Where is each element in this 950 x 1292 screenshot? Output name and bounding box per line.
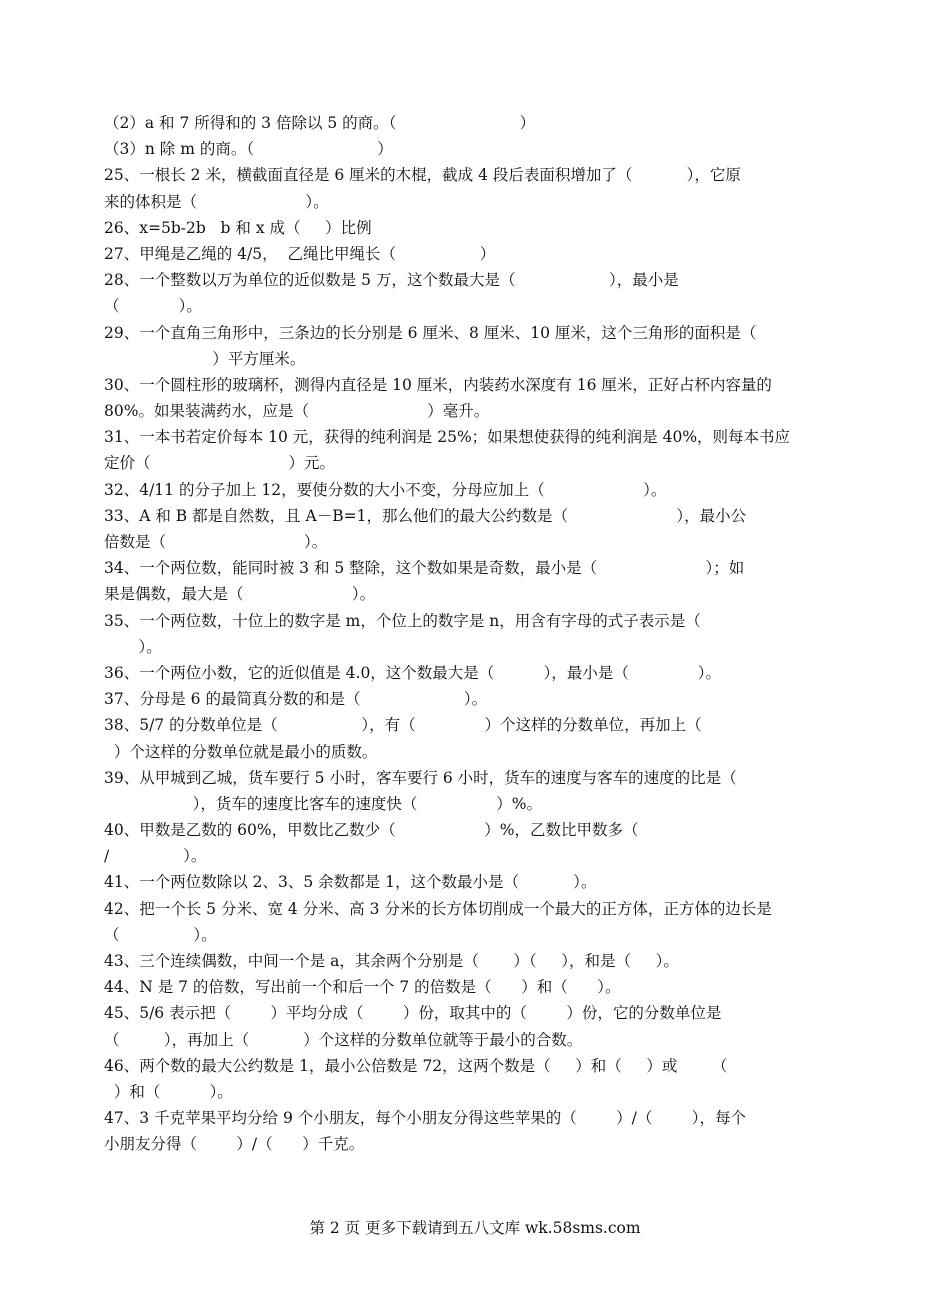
page-footer: 第 2 页 更多下载请到五八文库 wk.58sms.com	[309, 1219, 641, 1237]
text-line: 34、一个两位数，能同时被 3 和 5 整除，这个数如果是奇数，最小是（ ）；如	[104, 559, 745, 578]
text-line: 33、A 和 B 都是自然数，且 A－B=1，那么他们的最大公约数是（ ），最小公	[104, 506, 747, 525]
text-line: 30、一个圆柱形的玻璃杯，测得内直径是 10 厘米，内装药水深度有 16 厘米，正好占杯内容量的	[104, 375, 772, 394]
text-line: 39、从甲城到乙城，货车要行 5 小时，客车要行 6 小时，货车的速度与客车的速度的比是（	[104, 768, 737, 787]
text-line: 35、一个两位数，十位上的数字是 m，个位上的数字是 n，用含有字母的式子表示是（	[104, 611, 701, 630]
text-line: 42、把一个长 5 分米、宽 4 分米、高 3 分米的长方体切削成一个最大的正方体，正方体的边长是	[104, 899, 772, 918]
text-line: （3）n 除 m 的商。（ ）	[104, 140, 393, 159]
text-line: 45、5/6 表示把（ ）平均分成（ ）份，取其中的（ ）份，它的分数单位是	[104, 1004, 722, 1023]
text-line: 36、一个两位小数，它的近似值是 4.0，这个数最大是（ ），最小是（ ）。	[104, 663, 722, 682]
text-line: 定价（ ）元。	[104, 454, 335, 473]
text-line: 小朋友分得（ ）/（ ）千克。	[104, 1135, 365, 1154]
text-line: ）。	[104, 637, 162, 656]
text-line: 37、分母是 6 的最简真分数的和是（ ）。	[104, 690, 488, 709]
text-line: 29、一个直角三角形中，三条边的长分别是 6 厘米、8 厘米、10 厘米，这个三角形的面积是（	[104, 323, 757, 342]
text-line: （2）a 和 7 所得和的 3 倍除以 5 的商。（ ）	[104, 114, 536, 132]
text-line: ），货车的速度比客车的速度快（ ）%。	[104, 794, 542, 813]
text-line: ）和（ ）。	[104, 1082, 233, 1101]
text-line: 41、一个两位数除以 2、3、5 余数都是 1，这个数最小是（ ）。	[104, 873, 597, 892]
text-line: 47、3 千克苹果平均分给 9 个小朋友，每个小朋友分得这些苹果的（ ）/（ ），每个	[104, 1109, 747, 1128]
text-line: 倍数是（ ）。	[104, 533, 328, 551]
document-body	[104, 110, 854, 1158]
text-line: 27、甲绳是乙绳的 4/5， 乙绳比甲绳长（ ）	[104, 244, 496, 263]
text-line: ）平方厘米。	[104, 349, 306, 368]
text-line: 31、一本书若定价每本 10 元，获得的纯利润是 25%；如果想使获得的纯利润是 40%，则每本书应	[104, 428, 791, 447]
text-line: 来的体积是（ ）。	[104, 192, 329, 211]
text-line: 32、4/11 的分子加上 12，要使分数的大小不变，分母应加上（ ）。	[104, 480, 667, 499]
text-line: 40、甲数是乙数的 60%，甲数比乙数少（ ）%，乙数比甲数多（	[104, 821, 639, 840]
text-line: 25、一根长 2 米，横截面直径是 6 厘米的木棍，截成 4 段后表面积增加了（ ），它原	[104, 166, 741, 185]
text-line: 44、N 是 7 的倍数，写出前一个和后一个 7 的倍数是（ ）和（ ）。	[104, 978, 621, 997]
text-line: 80%。如果装满药水，应是（ ）毫升。	[104, 402, 490, 421]
text-line: 26、x=5b-2b b 和 x 成（ ）比例	[104, 218, 372, 237]
text-line: ）个这样的分数单位就是最小的质数。	[104, 742, 378, 761]
text-line: （ ）。	[104, 297, 202, 316]
text-line: （ ）。	[104, 925, 217, 944]
text-line: （ ），再加上（ ）个这样的分数单位就等于最小的合数。	[104, 1030, 583, 1049]
text-line: 28、一个整数以万为单位的近似数是 5 万，这个数最大是（ ），最小是	[104, 271, 679, 290]
text-line: 38、5/7 的分数单位是（ ），有（ ）个这样的分数单位，再加上（	[104, 716, 702, 735]
text-line: 果是偶数，最大是（ ）。	[104, 585, 376, 604]
text-line: / ）。	[104, 847, 207, 866]
text-line: 46、两个数的最大公约数是 1，最小公倍数是 72，这两个数是（ ）和（ ）或 （	[104, 1056, 728, 1075]
text-line: 43、三个连续偶数，中间一个是 a，其余两个分别是（ ）（ ），和是（ ）。	[104, 952, 679, 970]
